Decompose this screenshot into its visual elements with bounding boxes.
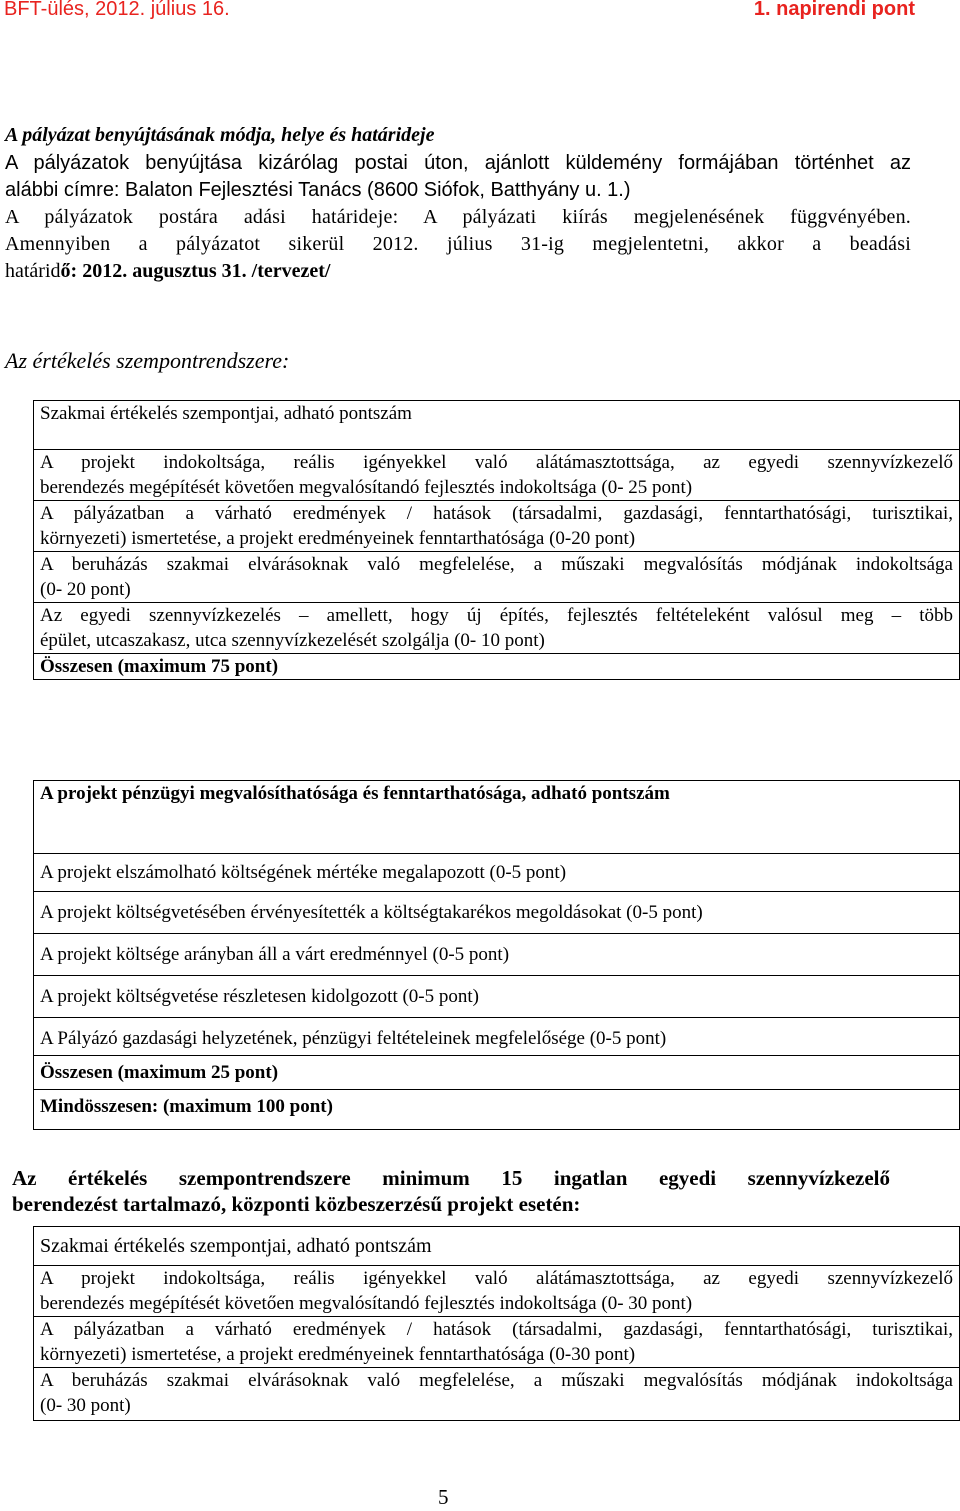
- table3-row: [34, 1266, 960, 1317]
- table1-row-2-line-2: környezeti) ismertetése, a projekt eredményeinek fenntarthatósága (0-20 pont): [40, 528, 636, 549]
- table1-row: [34, 603, 960, 654]
- central-procurement-heading: [12, 1165, 890, 1217]
- submission-line-2: alábbi címre: Balaton Fejlesztési Tanács (8600 Siófok, Batthyány u. 1.): [5, 179, 631, 201]
- table2-row: A projekt költségvetése részletesen kidolgozott (0-5 pont): [34, 976, 960, 1018]
- central-procurement-heading-line-2: berendezést tartalmazó, központi közbeszerzésű projekt esetén:: [12, 1192, 581, 1216]
- submission-text: [5, 150, 911, 285]
- submission-line-4: Amennyiben a pályázatot sikerül 2012. július 31-ig megjelentetni, akkor a beadási: [5, 233, 911, 255]
- table3-row-1-line-1: A projekt indokoltsága, reális igényekkel való alátámasztottsága, az egyedi szennyvízkezelő: [40, 1268, 953, 1289]
- table1-header: Szakmai értékelés szempontjai, adható pontszám: [34, 401, 960, 450]
- criteria-title: Az értékelés szempontrendszere:: [5, 348, 290, 373]
- table3-row-3-line-2: (0- 30 pont): [40, 1395, 131, 1416]
- table3-row-2-line-2: környezeti) ismertetése, a projekt eredményeinek fenntarthatósága (0-30 pont): [40, 1344, 636, 1365]
- table2-row: A Pályázó gazdasági helyzetének, pénzügyi feltételeinek megfelelősége (0-5 pont): [34, 1018, 960, 1056]
- deadline-prefix: határid: [5, 260, 61, 282]
- table2-row: A projekt elszámolható költségének mértéke megalapozott (0-5 pont): [34, 854, 960, 892]
- table1-row-1-line-1: A projekt indokoltsága, reális igényekkel való alátámasztottsága, az egyedi szennyvízkezelő: [40, 452, 953, 473]
- table2-row: A projekt költségvetésében érvényesítették a költségtakarékos megoldásokat (0-5 pont): [34, 892, 960, 934]
- table1-row-1-line-2: berendezés megépítését követően megvalósítandó fejlesztés indokoltsága (0- 25 pont): [40, 477, 693, 498]
- table2-total: Összesen (maximum 25 pont): [34, 1056, 960, 1090]
- financial-criteria-table: [33, 780, 960, 1130]
- table1-row-3-line-2: (0- 20 pont): [40, 579, 131, 600]
- submission-title: A pályázat benyújtásának módja, helye és határideje: [5, 124, 435, 146]
- table1-total: Összesen (maximum 75 pont): [34, 654, 960, 680]
- table3-header: Szakmai értékelés szempontjai, adható pontszám: [34, 1227, 960, 1266]
- submission-line-1: A pályázatok benyújtása kizárólag postai úton, ajánlott küldemény formájában történhet az: [5, 152, 911, 174]
- table2-grand-total: Mindösszesen: (maximum 100 pont): [34, 1090, 960, 1130]
- table1-row-3-line-1: A beruházás szakmai elvárásoknak való megfelelése, a műszaki megvalósítás módjának indokoltsága: [40, 554, 953, 575]
- submission-line-5: [5, 258, 911, 285]
- table3-row-2-line-1: A pályázatban a várható eredmények / hatások (társadalmi, gazdasági, fenntarthatósági, turisztikai,: [40, 1319, 953, 1340]
- submission-line-3: A pályázatok postára adási határideje: A pályázati kiírás megjelenésének függvényében.: [5, 206, 911, 228]
- central-procurement-criteria-table: [33, 1226, 960, 1421]
- table3-row: [34, 1317, 960, 1368]
- deadline-value: ő: 2012. augusztus 31. /tervezet/: [60, 260, 331, 282]
- table1-row: [34, 501, 960, 552]
- header-right-agenda-item: 1. napirendi pont: [753, 0, 915, 20]
- header-left-meeting-date: BFT-ülés, 2012. július 16.: [4, 0, 230, 20]
- table1-row-4-line-1: Az egyedi szennyvízkezelés – amellett, hogy új építés, fejlesztés feltételeként valósul meg – több: [40, 605, 953, 626]
- central-procurement-heading-line-1: Az értékelés szempontrendszere minimum 15 ingatlan egyedi szennyvízkezelő: [12, 1166, 890, 1190]
- table3-row-1-line-2: berendezés megépítését követően megvalósítandó fejlesztés indokoltsága (0- 30 pont): [40, 1293, 693, 1314]
- table1-row: [34, 450, 960, 501]
- table3-row: [34, 1368, 960, 1421]
- table3-row-3-line-1: A beruházás szakmai elvárásoknak való megfelelése, a műszaki megvalósítás módjának indokoltsága: [40, 1370, 953, 1391]
- table1-row-4-line-2: épület, utcaszakasz, utca szennyvízkezelését szolgálja (0- 10 pont): [40, 630, 545, 651]
- table2-header: A projekt pénzügyi megvalósíthatósága és fenntarthatósága, adható pontszám: [34, 781, 960, 854]
- page-number: 5: [438, 1485, 449, 1509]
- professional-criteria-table: [33, 400, 960, 680]
- table2-row: A projekt költsége arányban áll a várt eredménnyel (0-5 pont): [34, 934, 960, 976]
- table1-row-2-line-1: A pályázatban a várható eredmények / hatások (társadalmi, gazdasági, fenntarthatósági, turisztikai,: [40, 503, 953, 524]
- table1-row: [34, 552, 960, 603]
